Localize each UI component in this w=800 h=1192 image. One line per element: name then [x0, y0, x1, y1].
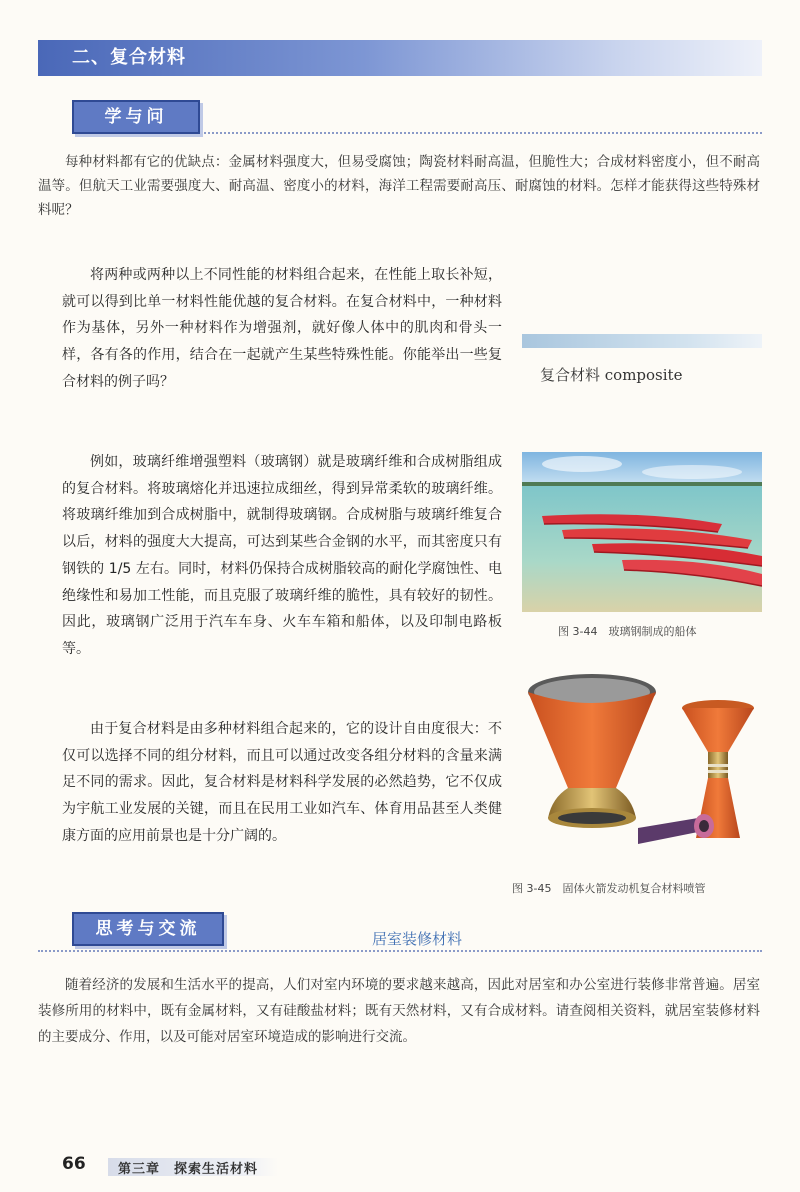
discussion-label: 思考与交流 [72, 912, 224, 946]
page-number: 66 [62, 1154, 86, 1174]
sidebar-term-bar [522, 334, 762, 348]
boat-hull-photo [522, 452, 762, 612]
inquiry-label: 学与问 [72, 100, 200, 134]
body-paragraph-1: 将两种或两种以上不同性能的材料组合起来，在性能上取长补短，就可以得到比单一材料性能优越的复合材料。在复合材料中，一种材料作为基体，另外一种材料作为增强剂，就好像人体中的肌肉和骨头一样，各有各的作用，结合在一起就产生某些特殊性能。你能举出一些复合材料的例子吗？ [62, 267, 502, 390]
discussion-subtitle: 居室装修材料 [372, 930, 463, 948]
chapter-title: 第三章 探索生活材料 [118, 1162, 259, 1177]
discussion-text: 随着经济的发展和生活水平的提高，人们对室内环境的要求越来越高，因此对居室和办公室进行装修非常普遍。居室装修所用的材料中，既有金属材料，又有硅酸盐材料；既有天然材料，又有合成材料。请查阅相关资料，就居室装修材料的主要成分、作用，以及可能对居室环境造成的影响进行交流。 [38, 977, 760, 1045]
figure-3-44-caption: 图 3-44 玻璃钢制成的船体 [558, 625, 697, 638]
body-paragraph-2: 例如，玻璃纤维增强塑料（玻璃钢）就是玻璃纤维和合成树脂组成的复合材料。将玻璃熔化并迅速拉成细丝，得到异常柔软的玻璃纤维。将玻璃纤维加到合成树脂中，就制得玻璃钢。合成树脂与玻璃纤维复合以后，材料的强度大大提高，可达到某些合金钢的水平，而其密度只有钢铁的 1/5 左右。同时，材料仍保持合成树脂较高的耐化学腐蚀性、电绝缘性和易加工性能，而且克服了玻璃纤维的脆性，具有较好的韧性。因此，玻璃钢广泛用于汽车车身、火车车箱和船体，以及印制电路板等。 [62, 454, 502, 657]
rocket-nozzle-photo [522, 668, 768, 868]
discussion-divider [38, 950, 762, 952]
rocket-nozzle-illustration [522, 668, 768, 868]
figure-3-45-caption: 图 3-45 固体火箭发动机复合材料喷管 [512, 882, 706, 895]
sidebar-term: 复合材料 composite [540, 366, 683, 384]
inquiry-divider [204, 132, 762, 134]
boat-hull-illustration [522, 452, 762, 612]
body-paragraph-3: 由于复合材料是由多种材料组合起来的，它的设计自由度很大：不仅可以选择不同的组分材料，而且可以通过改变各组分材料的含量来满足不同的需求。因此，复合材料是材料科学发展的必然趋势，它不仅成为宇航工业发展的关键，而且在民用工业如汽车、体育用品甚至人类健康方面的应用前景也是十分广阔的。 [62, 721, 502, 844]
inquiry-text: 每种材料都有它的优缺点：金属材料强度大，但易受腐蚀；陶瓷材料耐高温，但脆性大；合成材料密度小，但不耐高温等。但航天工业需要强度大、耐高温、密度小的材料，海洋工程需要耐高压、耐腐蚀的材料。怎样才能获得这些特殊材料呢？ [38, 154, 760, 218]
section-title: 二、复合材料 [72, 47, 186, 68]
